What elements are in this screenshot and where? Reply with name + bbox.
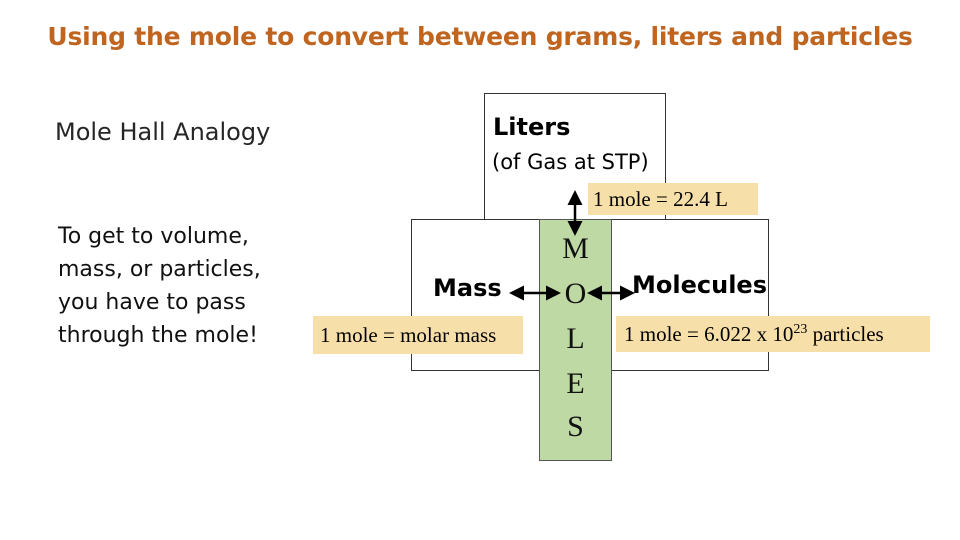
liters-label: Liters <box>493 113 571 141</box>
molecules-label: Molecules <box>632 271 767 299</box>
moles-letter: M <box>562 232 589 265</box>
molecules-conversion-exponent: 23 <box>793 322 808 337</box>
molecules-conversion-prefix: 1 mole = 6.022 x 10 <box>624 322 794 346</box>
page-title: Using the mole to convert between grams, liters and particles <box>47 22 913 51</box>
molecules-conversion <box>616 316 930 352</box>
liters-conversion: 1 mole = 22.4 L <box>588 183 758 215</box>
moles-letter: S <box>567 410 584 443</box>
molecules-conversion-suffix: particles <box>807 322 884 346</box>
moles-box <box>539 219 612 461</box>
subtitle: Mole Hall Analogy <box>55 118 271 146</box>
instruction-note: To get to volume, mass, or particles, you have to pass through the mole! <box>58 224 261 348</box>
moles-letter: O <box>564 277 587 310</box>
moles-letter: E <box>566 367 585 400</box>
mass-label: Mass <box>433 274 502 302</box>
mass-conversion: 1 mole = molar mass <box>313 316 523 354</box>
liters-sublabel: (of Gas at STP) <box>492 150 649 174</box>
moles-letter: L <box>566 322 585 355</box>
